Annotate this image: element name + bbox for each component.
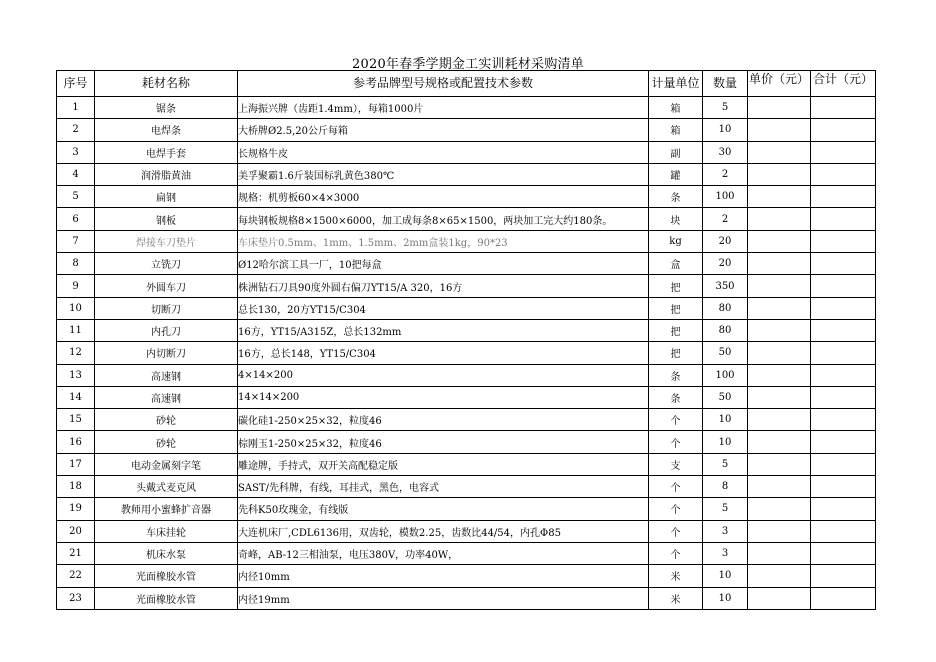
cell-name[interactable]: 钢板 [95,208,238,230]
cell-qty[interactable]: 10 [703,431,748,453]
cell-name[interactable]: 润滑脂黄油 [95,163,238,185]
cell-name[interactable]: 锯条 [95,97,238,119]
table-row [57,498,876,520]
cell-no[interactable]: 11 [57,319,95,341]
cell-name[interactable]: 外圆车刀 [95,275,238,297]
cell-spec[interactable]: 雕途牌，手持式，双开关高配稳定版 [238,453,649,475]
cell-spec[interactable]: 4×14×200 [238,364,649,386]
cell-total[interactable] [811,542,876,564]
cell-unit[interactable]: 箱 [649,119,703,141]
cell-no[interactable]: 14 [57,386,95,408]
cell-total[interactable] [811,275,876,297]
cell-price[interactable] [748,386,811,408]
cell-unit[interactable]: 罐 [649,163,703,185]
cell-total[interactable] [811,186,876,208]
cell-unit[interactable]: 米 [649,565,703,587]
table-row [57,364,876,386]
table-row [57,342,876,364]
cell-unit[interactable]: 个 [649,476,703,498]
cell-no[interactable]: 20 [57,520,95,542]
cell-price[interactable] [748,230,811,252]
cell-name[interactable]: 电焊手套 [95,141,238,163]
table-row [57,208,876,230]
cell-price[interactable] [748,476,811,498]
cell-total[interactable] [811,498,876,520]
cell-price[interactable] [748,520,811,542]
cell-unit[interactable]: 个 [649,542,703,564]
cell-qty[interactable]: 2 [703,163,748,185]
cell-name[interactable]: 机床水泵 [95,542,238,564]
cell-name[interactable]: 教师用小蜜蜂扩音器 [95,498,238,520]
header-row [57,71,876,97]
cell-total[interactable] [811,208,876,230]
cell-unit[interactable]: 条 [649,386,703,408]
cell-qty[interactable]: 5 [703,97,748,119]
cell-name[interactable]: 光面橡胶水管 [95,587,238,609]
cell-name[interactable]: 内切断刀 [95,342,238,364]
cell-qty[interactable]: 30 [703,141,748,163]
table-row [57,97,876,119]
cell-total[interactable] [811,119,876,141]
cell-name[interactable]: 电焊条 [95,119,238,141]
table-row [57,163,876,185]
cell-name[interactable]: 扁钢 [95,186,238,208]
cell-price[interactable] [748,275,811,297]
cell-unit[interactable]: 把 [649,297,703,319]
cell-spec[interactable]: 16方，YT15/A315Z，总长132mm [238,319,649,341]
cell-unit[interactable]: 把 [649,275,703,297]
header-qty[interactable]: 数量 [703,71,748,97]
cell-no[interactable]: 17 [57,453,95,475]
cell-total[interactable] [811,431,876,453]
cell-no[interactable]: 15 [57,409,95,431]
cell-no[interactable]: 23 [57,587,95,609]
cell-unit[interactable]: 米 [649,587,703,609]
cell-price[interactable] [748,163,811,185]
cell-qty[interactable]: 10 [703,119,748,141]
table-row [57,319,876,341]
cell-qty[interactable]: 80 [703,297,748,319]
cell-total[interactable] [811,565,876,587]
header-name[interactable]: 耗材名称 [95,71,238,97]
cell-no[interactable]: 18 [57,476,95,498]
cell-price[interactable] [748,364,811,386]
cell-total[interactable] [811,163,876,185]
cell-price[interactable] [748,453,811,475]
cell-no[interactable]: 5 [57,186,95,208]
sheet-title: 2020年春季学期金工实训耗材采购清单 [352,57,584,72]
cell-qty[interactable]: 80 [703,319,748,341]
cell-name[interactable]: 立铣刀 [95,253,238,275]
cell-qty[interactable]: 5 [703,453,748,475]
cell-spec[interactable]: 大桥牌Ø2.5,20公斤每箱 [238,119,649,141]
cell-no[interactable]: 21 [57,542,95,564]
table-row [57,431,876,453]
cell-spec[interactable]: 美孚聚霸1.6斤装国标乳黄色380℃ [238,163,649,185]
table-row [57,141,876,163]
cell-qty[interactable]: 50 [703,342,748,364]
cell-spec[interactable]: 大连机床厂,CDL6136用，双齿轮，模数2.25，齿数比44/54，内孔Φ85 [238,520,649,542]
cell-no[interactable]: 1 [57,97,95,119]
table-row [57,520,876,542]
cell-spec[interactable]: 先科K50玫瑰金，有线版 [238,498,649,520]
cell-qty[interactable]: 8 [703,476,748,498]
cell-total[interactable] [811,520,876,542]
cell-price[interactable] [748,319,811,341]
cell-qty[interactable]: 50 [703,386,748,408]
cell-no[interactable]: 10 [57,297,95,319]
cell-spec[interactable]: 规格：机剪板60×4×3000 [238,186,649,208]
cell-spec[interactable]: 上海振兴牌（齿距1.4mm），每箱1000片 [238,97,649,119]
cell-price[interactable] [748,542,811,564]
table-row [57,386,876,408]
table-row [57,297,876,319]
cell-spec[interactable]: 内径19mm [238,587,649,609]
cell-price[interactable] [748,297,811,319]
cell-unit[interactable]: 个 [649,520,703,542]
cell-name[interactable]: 头戴式麦克风 [95,476,238,498]
cell-total[interactable] [811,342,876,364]
cell-total[interactable] [811,386,876,408]
cell-name[interactable]: 焊接车刀垫片 [95,230,238,252]
cell-spec[interactable]: 株洲钻石刀具90度外圆右偏刀YT15/A 320，16方 [238,275,649,297]
cell-unit[interactable]: 支 [649,453,703,475]
cell-price[interactable] [748,431,811,453]
cell-no[interactable]: 7 [57,230,95,252]
cell-price[interactable] [748,119,811,141]
cell-no[interactable]: 4 [57,163,95,185]
cell-spec[interactable]: 每块钢板规格8×1500×6000，加工成每条8×65×1500，两块加工完大约180条。 [238,208,649,230]
cell-name[interactable]: 车床挂轮 [95,520,238,542]
cell-unit[interactable]: 箱 [649,97,703,119]
cell-qty[interactable]: 350 [703,275,748,297]
procurement-table [56,70,876,610]
cell-name[interactable]: 高速钢 [95,386,238,408]
table-row [57,186,876,208]
cell-no[interactable]: 19 [57,498,95,520]
cell-spec[interactable]: 碳化硅1-250×25×32，粒度46 [238,409,649,431]
cell-total[interactable] [811,587,876,609]
cell-name[interactable]: 电动金属刻字笔 [95,453,238,475]
cell-name[interactable]: 砂轮 [95,409,238,431]
cell-total[interactable] [811,319,876,341]
cell-qty[interactable]: 100 [703,364,748,386]
cell-spec[interactable]: 内径10mm [238,565,649,587]
cell-spec[interactable]: 棕刚玉1-250×25×32，粒度46 [238,431,649,453]
cell-qty[interactable]: 3 [703,520,748,542]
cell-name[interactable]: 内孔刀 [95,319,238,341]
cell-unit[interactable]: 把 [649,342,703,364]
cell-no[interactable]: 22 [57,565,95,587]
cell-qty[interactable]: 2 [703,208,748,230]
cell-total[interactable] [811,297,876,319]
cell-total[interactable] [811,409,876,431]
cell-qty[interactable]: 10 [703,565,748,587]
table-row [57,453,876,475]
table-row [57,409,876,431]
cell-price[interactable] [748,342,811,364]
cell-unit[interactable]: kg [649,230,703,252]
cell-price[interactable] [748,186,811,208]
cell-unit[interactable]: 块 [649,208,703,230]
cell-qty[interactable]: 10 [703,587,748,609]
table-row [57,565,876,587]
table-row [57,476,876,498]
cell-total[interactable] [811,253,876,275]
cell-qty[interactable]: 20 [703,253,748,275]
cell-total[interactable] [811,97,876,119]
cell-unit[interactable]: 条 [649,364,703,386]
cell-spec[interactable]: SAST/先科牌，有线，耳挂式，黑色，电容式 [238,476,649,498]
table-row [57,230,876,252]
cell-no[interactable]: 16 [57,431,95,453]
header-spec[interactable]: 参考品牌型号规格或配置技术参数 [238,71,649,97]
cell-total[interactable] [811,141,876,163]
header-no[interactable]: 序号 [57,71,95,97]
cell-total[interactable] [811,364,876,386]
cell-unit[interactable]: 副 [649,141,703,163]
cell-qty[interactable]: 3 [703,542,748,564]
cell-total[interactable] [811,453,876,475]
cell-no[interactable]: 6 [57,208,95,230]
cell-no[interactable]: 13 [57,364,95,386]
cell-no[interactable]: 2 [57,119,95,141]
cell-price[interactable] [748,409,811,431]
cell-spec[interactable]: 奇峰，AB-12三相油泵，电压380V，功率40W， [238,542,649,564]
table-row [57,253,876,275]
cell-no[interactable]: 8 [57,253,95,275]
cell-name[interactable]: 砂轮 [95,431,238,453]
cell-name[interactable]: 高速钢 [95,364,238,386]
cell-unit[interactable]: 把 [649,319,703,341]
cell-total[interactable] [811,230,876,252]
cell-qty[interactable]: 20 [703,230,748,252]
table-row [57,119,876,141]
cell-price[interactable] [748,565,811,587]
cell-unit[interactable]: 个 [649,409,703,431]
cell-qty[interactable]: 100 [703,186,748,208]
cell-spec[interactable]: 长规格牛皮 [238,141,649,163]
cell-no[interactable]: 12 [57,342,95,364]
cell-spec[interactable]: Ø12哈尔滨工具一厂，10把每盒 [238,253,649,275]
cell-name[interactable]: 光面橡胶水管 [95,565,238,587]
cell-unit[interactable]: 个 [649,498,703,520]
cell-unit[interactable]: 条 [649,186,703,208]
cell-price[interactable] [748,587,811,609]
cell-price[interactable] [748,208,811,230]
table-row [57,275,876,297]
cell-total[interactable] [811,476,876,498]
cell-price[interactable] [748,253,811,275]
header-price[interactable]: 单价（元） [748,71,811,97]
table-row [57,542,876,564]
cell-name[interactable]: 切断刀 [95,297,238,319]
cell-qty[interactable]: 10 [703,409,748,431]
header-total[interactable]: 合计（元） [811,71,876,97]
cell-price[interactable] [748,498,811,520]
cell-unit[interactable]: 盒 [649,253,703,275]
cell-qty[interactable]: 5 [703,498,748,520]
cell-spec[interactable]: 车床垫片0.5mm、1mm、1.5mm、2mm盒装1kg，90*23 [238,230,649,252]
cell-no[interactable]: 3 [57,141,95,163]
cell-spec[interactable]: 总长130，20方YT15/C304 [238,297,649,319]
header-unit[interactable]: 计量单位 [649,71,703,97]
cell-spec[interactable]: 16方，总长148，YT15/C304 [238,342,649,364]
table-row [57,587,876,609]
cell-unit[interactable]: 个 [649,431,703,453]
cell-spec[interactable]: 14×14×200 [238,386,649,408]
cell-price[interactable] [748,97,811,119]
cell-no[interactable]: 9 [57,275,95,297]
cell-price[interactable] [748,141,811,163]
